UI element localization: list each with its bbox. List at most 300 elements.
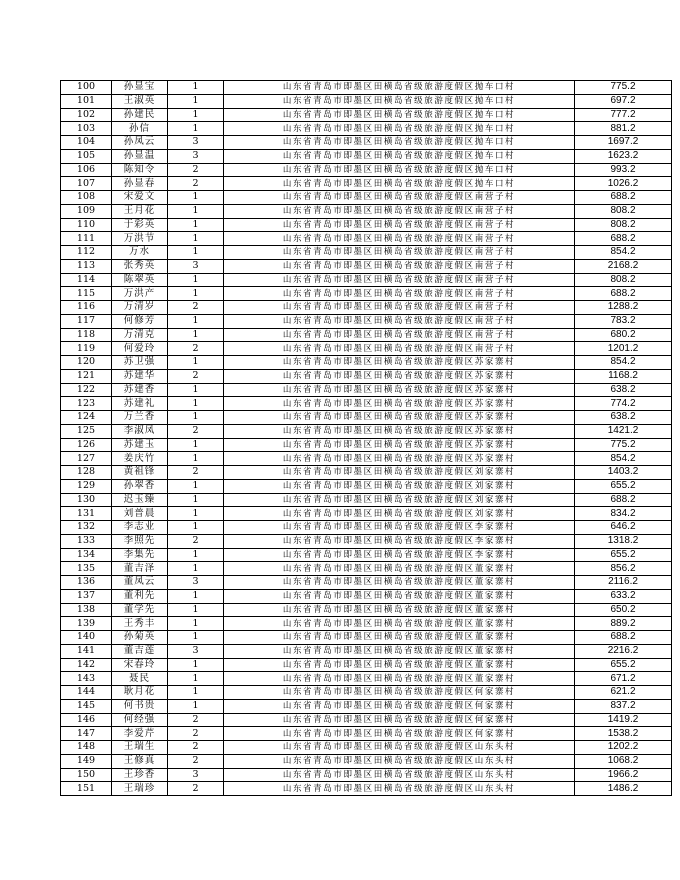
- table-row: [61, 754, 672, 768]
- amount-cell: 808.2: [575, 218, 672, 232]
- address-cell: 山东省青岛市即墨区田横岛省级旅游度假区山东头村: [224, 741, 575, 755]
- row-number: 112: [61, 246, 112, 260]
- subsidy-table: [60, 80, 672, 796]
- address-cell: 山东省青岛市即墨区田横岛省级旅游度假区刘家寨村: [224, 507, 575, 521]
- amount-cell: 2216.2: [575, 644, 672, 658]
- person-name: 董凤云: [112, 576, 168, 590]
- person-name: 苏卫强: [112, 356, 168, 370]
- table-row: [61, 438, 672, 452]
- person-name: 孙显温: [112, 149, 168, 163]
- table-row: [61, 631, 672, 645]
- address-cell: 山东省青岛市即墨区田横岛省级旅游度假区何家寨村: [224, 727, 575, 741]
- table-row: [61, 603, 672, 617]
- address-cell: 山东省青岛市即墨区田横岛省级旅游度假区南营子村: [224, 191, 575, 205]
- table-row: [61, 562, 672, 576]
- table-row: [61, 191, 672, 205]
- table-row: [61, 356, 672, 370]
- person-name: 万洪节: [112, 232, 168, 246]
- amount-cell: 655.2: [575, 658, 672, 672]
- amount-cell: 688.2: [575, 493, 672, 507]
- household-count: 1: [168, 108, 224, 122]
- household-count: 2: [168, 177, 224, 191]
- household-count: 1: [168, 273, 224, 287]
- table-row: [61, 741, 672, 755]
- table-row: [61, 259, 672, 273]
- table-row: [61, 136, 672, 150]
- address-cell: 山东省青岛市即墨区田横岛省级旅游度假区山东头村: [224, 768, 575, 782]
- row-number: 119: [61, 342, 112, 356]
- table-row: [61, 768, 672, 782]
- table-row: [61, 287, 672, 301]
- amount-cell: 638.2: [575, 383, 672, 397]
- address-cell: 山东省青岛市即墨区田横岛省级旅游度假区山东头村: [224, 782, 575, 796]
- address-cell: 山东省青岛市即墨区田横岛省级旅游度假区南营子村: [224, 301, 575, 315]
- table-row: [61, 328, 672, 342]
- person-name: 苏建玉: [112, 438, 168, 452]
- table-row: [61, 576, 672, 590]
- household-count: 2: [168, 466, 224, 480]
- row-number: 140: [61, 631, 112, 645]
- household-count: 1: [168, 686, 224, 700]
- address-cell: 山东省青岛市即墨区田横岛省级旅游度假区苏家寨村: [224, 452, 575, 466]
- amount-cell: 854.2: [575, 246, 672, 260]
- address-cell: 山东省青岛市即墨区田横岛省级旅游度假区李家寨村: [224, 534, 575, 548]
- household-count: 3: [168, 644, 224, 658]
- person-name: 黄祖锋: [112, 466, 168, 480]
- address-cell: 山东省青岛市即墨区田横岛省级旅游度假区李家寨村: [224, 521, 575, 535]
- row-number: 110: [61, 218, 112, 232]
- amount-cell: 638.2: [575, 411, 672, 425]
- row-number: 136: [61, 576, 112, 590]
- table-row: [61, 204, 672, 218]
- person-name: 何经强: [112, 713, 168, 727]
- address-cell: 山东省青岛市即墨区田横岛省级旅游度假区南营子村: [224, 273, 575, 287]
- amount-cell: 621.2: [575, 686, 672, 700]
- amount-cell: 1201.2: [575, 342, 672, 356]
- amount-cell: 646.2: [575, 521, 672, 535]
- household-count: 1: [168, 658, 224, 672]
- row-number: 144: [61, 686, 112, 700]
- amount-cell: 688.2: [575, 232, 672, 246]
- row-number: 133: [61, 534, 112, 548]
- amount-cell: 1318.2: [575, 534, 672, 548]
- household-count: 2: [168, 782, 224, 796]
- amount-cell: 697.2: [575, 94, 672, 108]
- table-row: [61, 686, 672, 700]
- person-name: 王瑞珍: [112, 782, 168, 796]
- table-row: [61, 81, 672, 95]
- household-count: 1: [168, 589, 224, 603]
- row-number: 120: [61, 356, 112, 370]
- household-count: 1: [168, 246, 224, 260]
- person-name: 孙菊英: [112, 631, 168, 645]
- person-name: 何修芳: [112, 314, 168, 328]
- household-count: 1: [168, 191, 224, 205]
- person-name: 苏建华: [112, 369, 168, 383]
- row-number: 100: [61, 81, 112, 95]
- row-number: 104: [61, 136, 112, 150]
- address-cell: 山东省青岛市即墨区田横岛省级旅游度假区南营子村: [224, 314, 575, 328]
- row-number: 151: [61, 782, 112, 796]
- address-cell: 山东省青岛市即墨区田横岛省级旅游度假区李家寨村: [224, 548, 575, 562]
- person-name: 迟玉臻: [112, 493, 168, 507]
- household-count: 1: [168, 204, 224, 218]
- address-cell: 山东省青岛市即墨区田横岛省级旅游度假区刘家寨村: [224, 479, 575, 493]
- household-count: 1: [168, 356, 224, 370]
- row-number: 147: [61, 727, 112, 741]
- amount-cell: 783.2: [575, 314, 672, 328]
- address-cell: 山东省青岛市即墨区田横岛省级旅游度假区抛车口村: [224, 108, 575, 122]
- row-number: 138: [61, 603, 112, 617]
- household-count: 1: [168, 507, 224, 521]
- amount-cell: 775.2: [575, 81, 672, 95]
- row-number: 107: [61, 177, 112, 191]
- amount-cell: 1486.2: [575, 782, 672, 796]
- address-cell: 山东省青岛市即墨区田横岛省级旅游度假区苏家寨村: [224, 383, 575, 397]
- person-name: 万清克: [112, 328, 168, 342]
- household-count: 1: [168, 521, 224, 535]
- person-name: 万清岁: [112, 301, 168, 315]
- household-count: 1: [168, 699, 224, 713]
- amount-cell: 1419.2: [575, 713, 672, 727]
- person-name: 李爱芹: [112, 727, 168, 741]
- table-row: [61, 342, 672, 356]
- amount-cell: 671.2: [575, 672, 672, 686]
- table-row: [61, 122, 672, 136]
- table-row: [61, 397, 672, 411]
- person-name: 何爱玲: [112, 342, 168, 356]
- table-row: [61, 713, 672, 727]
- person-name: 王淑英: [112, 94, 168, 108]
- row-number: 145: [61, 699, 112, 713]
- table-row: [61, 411, 672, 425]
- person-name: 董吉莲: [112, 644, 168, 658]
- person-name: 董学先: [112, 603, 168, 617]
- row-number: 124: [61, 411, 112, 425]
- address-cell: 山东省青岛市即墨区田横岛省级旅游度假区董家寨村: [224, 589, 575, 603]
- address-cell: 山东省青岛市即墨区田横岛省级旅游度假区抛车口村: [224, 94, 575, 108]
- amount-cell: 1623.2: [575, 149, 672, 163]
- amount-cell: 1697.2: [575, 136, 672, 150]
- amount-cell: 993.2: [575, 163, 672, 177]
- household-count: 1: [168, 493, 224, 507]
- person-name: 姜庆竹: [112, 452, 168, 466]
- row-number: 125: [61, 424, 112, 438]
- person-name: 苏建香: [112, 383, 168, 397]
- person-name: 王修真: [112, 754, 168, 768]
- row-number: 143: [61, 672, 112, 686]
- table-row: [61, 617, 672, 631]
- row-number: 132: [61, 521, 112, 535]
- table-row: [61, 658, 672, 672]
- address-cell: 山东省青岛市即墨区田横岛省级旅游度假区苏家寨村: [224, 438, 575, 452]
- table-row: [61, 521, 672, 535]
- address-cell: 山东省青岛市即墨区田横岛省级旅游度假区南营子村: [224, 232, 575, 246]
- household-count: 1: [168, 397, 224, 411]
- address-cell: 山东省青岛市即墨区田横岛省级旅游度假区山东头村: [224, 754, 575, 768]
- household-count: 2: [168, 301, 224, 315]
- row-number: 149: [61, 754, 112, 768]
- person-name: 孙显宝: [112, 81, 168, 95]
- amount-cell: 837.2: [575, 699, 672, 713]
- address-cell: 山东省青岛市即墨区田横岛省级旅游度假区南营子村: [224, 328, 575, 342]
- amount-cell: 808.2: [575, 273, 672, 287]
- person-name: 聂民: [112, 672, 168, 686]
- address-cell: 山东省青岛市即墨区田横岛省级旅游度假区董家寨村: [224, 603, 575, 617]
- person-name: 万水: [112, 246, 168, 260]
- amount-cell: 1538.2: [575, 727, 672, 741]
- table-row: [61, 369, 672, 383]
- address-cell: 山东省青岛市即墨区田横岛省级旅游度假区抛车口村: [224, 136, 575, 150]
- address-cell: 山东省青岛市即墨区田横岛省级旅游度假区苏家寨村: [224, 356, 575, 370]
- table-row: [61, 534, 672, 548]
- table-row: [61, 782, 672, 796]
- amount-cell: 2116.2: [575, 576, 672, 590]
- address-cell: 山东省青岛市即墨区田横岛省级旅游度假区董家寨村: [224, 617, 575, 631]
- amount-cell: 777.2: [575, 108, 672, 122]
- address-cell: 山东省青岛市即墨区田横岛省级旅游度假区董家寨村: [224, 576, 575, 590]
- household-count: 3: [168, 136, 224, 150]
- address-cell: 山东省青岛市即墨区田横岛省级旅游度假区抛车口村: [224, 163, 575, 177]
- address-cell: 山东省青岛市即墨区田横岛省级旅游度假区抛车口村: [224, 81, 575, 95]
- household-count: 1: [168, 452, 224, 466]
- table-row: [61, 383, 672, 397]
- household-count: 1: [168, 562, 224, 576]
- address-cell: 山东省青岛市即墨区田横岛省级旅游度假区苏家寨村: [224, 424, 575, 438]
- amount-cell: 680.2: [575, 328, 672, 342]
- person-name: 李照先: [112, 534, 168, 548]
- household-count: 2: [168, 741, 224, 755]
- person-name: 苏建礼: [112, 397, 168, 411]
- address-cell: 山东省青岛市即墨区田横岛省级旅游度假区董家寨村: [224, 658, 575, 672]
- table-row: [61, 108, 672, 122]
- row-number: 123: [61, 397, 112, 411]
- row-number: 129: [61, 479, 112, 493]
- household-count: 1: [168, 314, 224, 328]
- address-cell: 山东省青岛市即墨区田横岛省级旅游度假区南营子村: [224, 246, 575, 260]
- address-cell: 山东省青岛市即墨区田横岛省级旅游度假区抛车口村: [224, 177, 575, 191]
- amount-cell: 1026.2: [575, 177, 672, 191]
- person-name: 孙凤云: [112, 136, 168, 150]
- row-number: 128: [61, 466, 112, 480]
- amount-cell: 1168.2: [575, 369, 672, 383]
- address-cell: 山东省青岛市即墨区田横岛省级旅游度假区南营子村: [224, 259, 575, 273]
- amount-cell: 1966.2: [575, 768, 672, 782]
- amount-cell: 774.2: [575, 397, 672, 411]
- row-number: 116: [61, 301, 112, 315]
- address-cell: 山东省青岛市即墨区田横岛省级旅游度假区董家寨村: [224, 672, 575, 686]
- amount-cell: 1068.2: [575, 754, 672, 768]
- household-count: 1: [168, 631, 224, 645]
- household-count: 1: [168, 672, 224, 686]
- household-count: 3: [168, 259, 224, 273]
- amount-cell: 688.2: [575, 631, 672, 645]
- household-count: 1: [168, 479, 224, 493]
- household-count: 2: [168, 713, 224, 727]
- row-number: 105: [61, 149, 112, 163]
- person-name: 耿月花: [112, 686, 168, 700]
- table-row: [61, 94, 672, 108]
- person-name: 董利先: [112, 589, 168, 603]
- row-number: 148: [61, 741, 112, 755]
- household-count: 2: [168, 534, 224, 548]
- amount-cell: 1421.2: [575, 424, 672, 438]
- address-cell: 山东省青岛市即墨区田横岛省级旅游度假区南营子村: [224, 287, 575, 301]
- household-count: 1: [168, 603, 224, 617]
- table-body: [61, 81, 672, 796]
- row-number: 114: [61, 273, 112, 287]
- person-name: 于彩英: [112, 218, 168, 232]
- table-row: [61, 672, 672, 686]
- row-number: 139: [61, 617, 112, 631]
- person-name: 王瑞生: [112, 741, 168, 755]
- address-cell: 山东省青岛市即墨区田横岛省级旅游度假区刘家寨村: [224, 493, 575, 507]
- household-count: 1: [168, 548, 224, 562]
- household-count: 1: [168, 383, 224, 397]
- person-name: 陈知令: [112, 163, 168, 177]
- address-cell: 山东省青岛市即墨区田横岛省级旅游度假区何家寨村: [224, 699, 575, 713]
- address-cell: 山东省青岛市即墨区田横岛省级旅游度假区何家寨村: [224, 713, 575, 727]
- person-name: 陈翠英: [112, 273, 168, 287]
- household-count: 1: [168, 81, 224, 95]
- table-row: [61, 246, 672, 260]
- amount-cell: 633.2: [575, 589, 672, 603]
- amount-cell: 854.2: [575, 452, 672, 466]
- person-name: 孙显春: [112, 177, 168, 191]
- table-row: [61, 644, 672, 658]
- household-count: 2: [168, 163, 224, 177]
- row-number: 131: [61, 507, 112, 521]
- row-number: 118: [61, 328, 112, 342]
- row-number: 108: [61, 191, 112, 205]
- table-row: [61, 548, 672, 562]
- person-name: 张秀英: [112, 259, 168, 273]
- address-cell: 山东省青岛市即墨区田横岛省级旅游度假区南营子村: [224, 218, 575, 232]
- household-count: 3: [168, 768, 224, 782]
- person-name: 王珍香: [112, 768, 168, 782]
- amount-cell: 650.2: [575, 603, 672, 617]
- household-count: 3: [168, 576, 224, 590]
- household-count: 2: [168, 754, 224, 768]
- amount-cell: 688.2: [575, 287, 672, 301]
- address-cell: 山东省青岛市即墨区田横岛省级旅游度假区苏家寨村: [224, 411, 575, 425]
- row-number: 150: [61, 768, 112, 782]
- address-cell: 山东省青岛市即墨区田横岛省级旅游度假区南营子村: [224, 342, 575, 356]
- table-row: [61, 424, 672, 438]
- household-count: 1: [168, 122, 224, 136]
- row-number: 146: [61, 713, 112, 727]
- person-name: 宋爱文: [112, 191, 168, 205]
- table-row: [61, 314, 672, 328]
- address-cell: 山东省青岛市即墨区田横岛省级旅游度假区董家寨村: [224, 631, 575, 645]
- row-number: 135: [61, 562, 112, 576]
- household-count: 1: [168, 328, 224, 342]
- amount-cell: 688.2: [575, 191, 672, 205]
- household-count: 1: [168, 218, 224, 232]
- address-cell: 山东省青岛市即墨区田横岛省级旅游度假区董家寨村: [224, 562, 575, 576]
- row-number: 134: [61, 548, 112, 562]
- person-name: 刘普晨: [112, 507, 168, 521]
- address-cell: 山东省青岛市即墨区田横岛省级旅游度假区董家寨村: [224, 644, 575, 658]
- amount-cell: 889.2: [575, 617, 672, 631]
- household-count: 1: [168, 438, 224, 452]
- row-number: 103: [61, 122, 112, 136]
- table-row: [61, 589, 672, 603]
- row-number: 127: [61, 452, 112, 466]
- amount-cell: 856.2: [575, 562, 672, 576]
- amount-cell: 881.2: [575, 122, 672, 136]
- table-row: [61, 699, 672, 713]
- amount-cell: 1403.2: [575, 466, 672, 480]
- row-number: 111: [61, 232, 112, 246]
- address-cell: 山东省青岛市即墨区田横岛省级旅游度假区抛车口村: [224, 149, 575, 163]
- amount-cell: 854.2: [575, 356, 672, 370]
- household-count: 2: [168, 424, 224, 438]
- row-number: 117: [61, 314, 112, 328]
- person-name: 李集先: [112, 548, 168, 562]
- household-count: 2: [168, 727, 224, 741]
- row-number: 142: [61, 658, 112, 672]
- row-number: 130: [61, 493, 112, 507]
- row-number: 102: [61, 108, 112, 122]
- amount-cell: 1288.2: [575, 301, 672, 315]
- person-name: 万兰香: [112, 411, 168, 425]
- address-cell: 山东省青岛市即墨区田横岛省级旅游度假区何家寨村: [224, 686, 575, 700]
- address-cell: 山东省青岛市即墨区田横岛省级旅游度假区刘家寨村: [224, 466, 575, 480]
- amount-cell: 834.2: [575, 507, 672, 521]
- amount-cell: 775.2: [575, 438, 672, 452]
- address-cell: 山东省青岛市即墨区田横岛省级旅游度假区苏家寨村: [224, 369, 575, 383]
- household-count: 1: [168, 411, 224, 425]
- row-number: 101: [61, 94, 112, 108]
- household-count: 1: [168, 94, 224, 108]
- table-row: [61, 273, 672, 287]
- amount-cell: 655.2: [575, 479, 672, 493]
- table-row: [61, 149, 672, 163]
- table-row: [61, 479, 672, 493]
- row-number: 113: [61, 259, 112, 273]
- address-cell: 山东省青岛市即墨区田横岛省级旅游度假区南营子村: [224, 204, 575, 218]
- household-count: 1: [168, 287, 224, 301]
- row-number: 122: [61, 383, 112, 397]
- person-name: 宋春玲: [112, 658, 168, 672]
- table-row: [61, 301, 672, 315]
- household-count: 2: [168, 342, 224, 356]
- person-name: 董吉泽: [112, 562, 168, 576]
- person-name: 孙翠香: [112, 479, 168, 493]
- amount-cell: 808.2: [575, 204, 672, 218]
- table-row: [61, 163, 672, 177]
- household-count: 1: [168, 232, 224, 246]
- address-cell: 山东省青岛市即墨区田横岛省级旅游度假区苏家寨村: [224, 397, 575, 411]
- table-row: [61, 493, 672, 507]
- table-row: [61, 218, 672, 232]
- household-count: 3: [168, 149, 224, 163]
- table-row: [61, 727, 672, 741]
- amount-cell: 655.2: [575, 548, 672, 562]
- table-row: [61, 177, 672, 191]
- row-number: 115: [61, 287, 112, 301]
- amount-cell: 2168.2: [575, 259, 672, 273]
- row-number: 121: [61, 369, 112, 383]
- person-name: 王秀丰: [112, 617, 168, 631]
- person-name: 孙信: [112, 122, 168, 136]
- amount-cell: 1202.2: [575, 741, 672, 755]
- table-row: [61, 232, 672, 246]
- row-number: 137: [61, 589, 112, 603]
- address-cell: 山东省青岛市即墨区田横岛省级旅游度假区抛车口村: [224, 122, 575, 136]
- table-row: [61, 452, 672, 466]
